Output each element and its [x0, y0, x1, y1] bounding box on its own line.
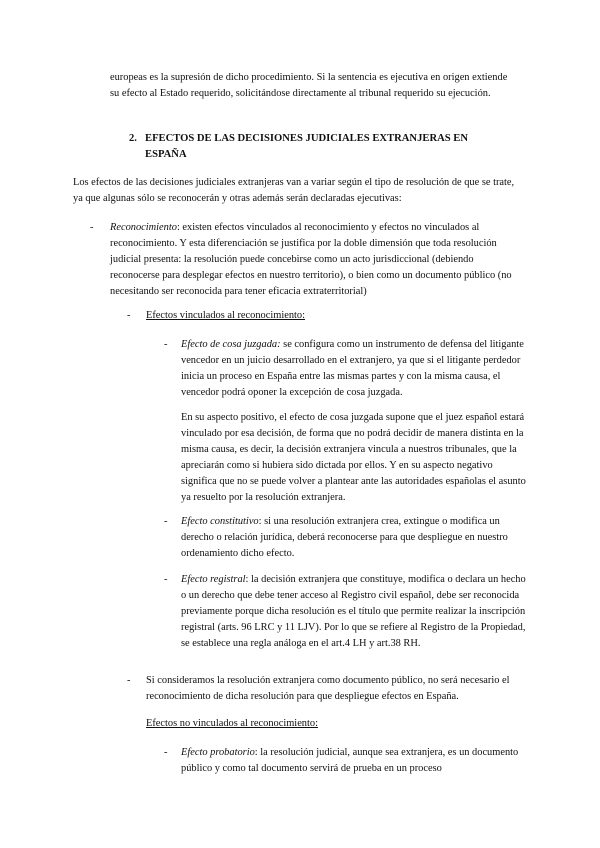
constitutivo-text: : si una resolución extranjera crea, extingue o modifica un derecho o relación jurídica, deberá reconocerse para que despliegue en nuestro ordenamiento dicho efecto. [181, 516, 508, 559]
lead-paragraph [73, 175, 523, 207]
probatorio-paragraph [181, 745, 526, 777]
reconocimiento-paragraph [110, 220, 520, 300]
registral-term: Efecto registral [181, 574, 246, 585]
registral-text: : la decisión extranjera que constituye, modifica o declara un hecho o un derecho que debe tener acceso al Registro civil español, debe ser reconocida previamente porque dicha resolución es el título que permite realizar la inscripción registral (arts. 96 LRC y 11 LJV). Por lo que se refiere al Registro de la Propiedad, se establece una regla análoga en el art.4 LH y art.38 RH. [181, 574, 526, 649]
reconocimiento-text: : existen efectos vinculados al reconocimiento y efectos no vinculados al reconocimiento. Y esta diferenciación se justifica por la doble dimensión que toda resolución judicial presenta: la resolución puede concebirse como un acto jurisdiccional (debiendo reconocerse para desplegar efectos en nuestro territorio), o bien como un documento público (no necesitando ser reconocida para tener eficacia extraterritorial) [110, 222, 512, 297]
intro-text: europeas es la supresión de dicho procedimiento. Si la sentencia es ejecutiva en origen extiende su efecto al Estado requerido, solicitándose directamente al tribunal requerido su ejecución. [110, 72, 508, 99]
bullet-marker: - [164, 339, 168, 350]
vinculados-title: Efectos vinculados al reconocimiento: [146, 310, 305, 321]
bullet-marker: - [164, 574, 168, 585]
bullet-marker: - [90, 222, 94, 233]
lead-text: Los efectos de las decisiones judiciales extranjeras van a variar según el tipo de resolución de que se trate, ya que algunas sólo se reconocerán y otras además serán declaradas ejecutivas: [73, 177, 515, 204]
registral-paragraph [181, 572, 526, 652]
probatorio-text: : la resolución judicial, aunque sea extranjera, es un documento público y como tal documento servirá de prueba en un proceso [181, 747, 519, 774]
cosa-juzgada-paragraph [181, 337, 526, 401]
section-number: 2. [129, 133, 137, 144]
documento-publico-paragraph [146, 673, 526, 705]
section-title: EFECTOS DE LAS DECISIONES JUDICIALES EXTRANJERAS EN ESPAÑA [145, 133, 469, 160]
bullet-marker: - [127, 310, 131, 321]
reconocimiento-term: Reconocimiento [110, 222, 177, 233]
constitutivo-term: Efecto constitutivo [181, 516, 259, 527]
section-heading [129, 131, 519, 163]
cosa-juzgada-text: se configura como un instrumento de defensa del litigante vencedor en un juicio desarrollado en el extranjero, ya que si el litigante perdedor inicia un proceso en España entre las mismas partes y con la misma causa, el vencedor podrá oponer la excepción de cosa juzgada. [181, 339, 524, 398]
no-vinculados-heading [146, 716, 506, 732]
bullet-marker: - [127, 675, 131, 686]
vinculados-heading [146, 308, 506, 324]
no-vinculados-title: Efectos no vinculados al reconocimiento: [146, 718, 318, 729]
bullet-marker: - [164, 516, 168, 527]
constitutivo-paragraph [181, 514, 526, 562]
intro-paragraph [110, 70, 516, 102]
bullet-marker: - [164, 747, 168, 758]
cosa-juzgada-term: Efecto de cosa juzgada: [181, 339, 281, 350]
cosa-juzgada-continuation-text: En su aspecto positivo, el efecto de cosa juzgada supone que el juez español estará vinculado por esa decisión, de forma que no podrá decidir de manera distinta en la misma causa, es decir, la decisión extranjera vincula a nuestros tribunales, que la apreciarán como si hubiera sido dictada por ellos. Y en su aspecto negativo significa que no se puede volver a plantear ante las autoridades españolas el asunto ya resuelto por la resolución extranjera. [181, 412, 526, 503]
cosa-juzgada-continuation [181, 410, 526, 506]
documento-publico-text: Si consideramos la resolución extranjera como documento público, no será necesario el reconocimiento de dicha resolución para que despliegue efectos en España. [146, 675, 510, 702]
probatorio-term: Efecto probatorio [181, 747, 255, 758]
